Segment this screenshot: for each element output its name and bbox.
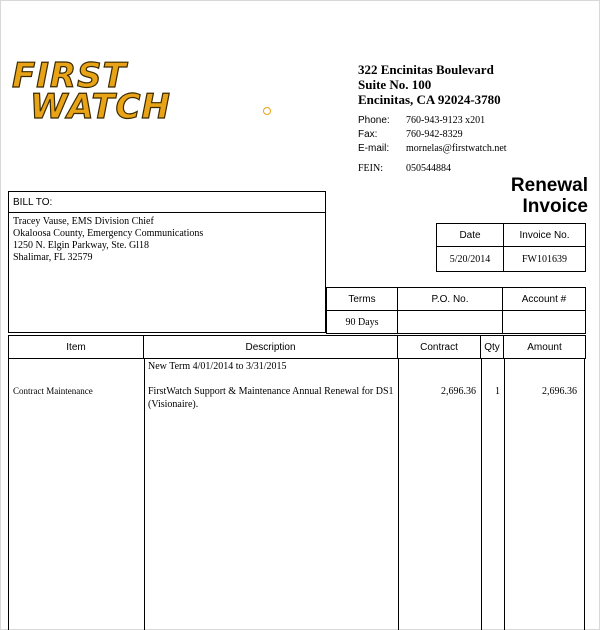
invoice-no-label: Invoice No. xyxy=(504,224,586,247)
date-value: 5/20/2014 xyxy=(437,247,504,272)
terms-table xyxy=(326,287,586,334)
bill-to-line2: Okaloosa County, Emergency Communications xyxy=(13,228,204,239)
registered-mark-icon xyxy=(264,108,271,115)
company-contact xyxy=(358,114,507,156)
terms-value: 90 Days xyxy=(327,311,398,334)
bill-to-header: BILL TO: xyxy=(8,191,326,213)
amount-column-header: Amount xyxy=(504,336,586,359)
logo-text-line2: WATCH xyxy=(30,87,171,122)
item-column-header: Item xyxy=(9,336,144,359)
bill-to-address xyxy=(8,213,326,333)
firstwatch-logo xyxy=(10,58,274,122)
bill-to-line3: 1250 N. Elgin Parkway, Ste. Gl18 xyxy=(13,240,150,251)
column-divider xyxy=(481,358,482,630)
qty-column-header: Qty xyxy=(481,336,504,359)
po-value xyxy=(398,311,503,334)
column-divider xyxy=(398,358,399,630)
email-label: E-mail: xyxy=(358,143,390,154)
row-item: Contract Maintenance xyxy=(13,386,93,396)
contract-column-header: Contract xyxy=(398,336,481,359)
row-qty: 1 xyxy=(495,386,500,397)
fax-value: 760-942-8329 xyxy=(406,129,463,140)
title-line2: Invoice xyxy=(522,196,588,217)
bill-to-line1: Tracey Vause, EMS Division Chief xyxy=(13,216,154,227)
phone-value: 760-943-9123 x201 xyxy=(406,115,486,126)
description-column-header: Description xyxy=(144,336,398,359)
account-label: Account # xyxy=(503,288,586,311)
bill-to-line4: Shalimar, FL 32579 xyxy=(13,252,93,263)
account-value xyxy=(503,311,586,334)
phone-label: Phone: xyxy=(358,115,390,126)
column-divider xyxy=(144,358,145,630)
date-invoice-table xyxy=(436,223,586,272)
items-table-body xyxy=(8,358,585,630)
document-title xyxy=(470,175,588,217)
row-description: FirstWatch Support & Maintenance Annual Renewal for DS1 (Visionaire). xyxy=(148,386,394,410)
title-line1: Renewal xyxy=(510,175,588,196)
email-value: mornelas@firstwatch.net xyxy=(406,143,507,154)
terms-label: Terms xyxy=(327,288,398,311)
address-line2: Suite No. 100 xyxy=(358,77,432,92)
company-address xyxy=(358,62,501,107)
invoice-no-value: FW101639 xyxy=(504,247,586,272)
fein-label: FEIN: xyxy=(358,163,383,174)
fein-value: 050544884 xyxy=(406,163,451,174)
date-label: Date xyxy=(437,224,504,247)
term-note: New Term 4/01/2014 to 3/31/2015 xyxy=(148,361,287,372)
column-divider xyxy=(504,358,505,630)
logo-text-line1: FIRST xyxy=(12,58,127,96)
row-contract: 2,696.36 xyxy=(441,386,476,397)
address-line3: Encinitas, CA 92024-3780 xyxy=(358,92,501,107)
fax-label: Fax: xyxy=(358,129,378,140)
row-amount: 2,696.36 xyxy=(542,386,577,397)
fein xyxy=(358,163,451,174)
items-table-header xyxy=(8,335,586,359)
po-label: P.O. No. xyxy=(398,288,503,311)
address-line1: 322 Encinitas Boulevard xyxy=(358,62,494,77)
